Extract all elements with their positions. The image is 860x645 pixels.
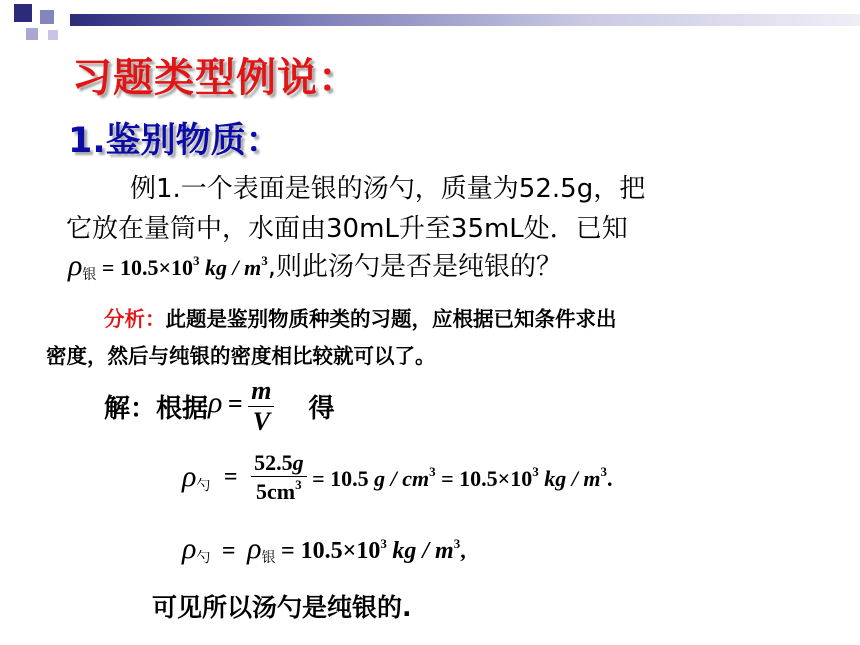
problem-line-1: 例1.一个表面是银的汤勺，质量为52.5g，把 [130, 174, 646, 204]
header-square-dark [14, 4, 32, 22]
header-square-light [26, 28, 38, 40]
calculation-line: ρ勺 = $\frac{52.5g}{5cm^3}$ = 10.5 $g / cm^3 = 10.5\times 10^3$ kg / $m^3$. [182, 450, 613, 504]
solution-intro-line [104, 376, 335, 437]
analysis-text-1: 此题是鉴别物质种类的习题，应根据已知条件求出 [165, 307, 617, 331]
page-title: 习题类型例说： [72, 55, 359, 101]
calculation-fraction: $\frac{52.5g}{5cm^3}$ [251, 450, 307, 505]
density-definition: ρ = $\frac{m}{V}$ [208, 392, 274, 417]
given-density-formula: ρ银 = $10.5\times 10^3$ kg / $m^3$ [68, 249, 268, 283]
comparison-line: ρ勺 = ρ银 = $10.5\times 10^3$ kg / $m^3$, [182, 532, 466, 566]
header-square-pale [48, 30, 58, 40]
header-bar [70, 14, 860, 26]
problem-question: ,则此汤勺是否是纯银的？ [267, 252, 562, 282]
solution-intro: 解：根据 [104, 394, 209, 424]
problem-line-3 [68, 246, 562, 284]
section-subtitle: 1.鉴别物质： [68, 121, 281, 161]
analysis-label: 分析： [104, 307, 166, 331]
conclusion: 可见所以汤勺是纯银的. [152, 593, 412, 622]
analysis-line-1 [104, 302, 617, 332]
analysis-text-2: 密度，然后与纯银的密度相比较就可以了。 [46, 344, 436, 368]
header-square-mid [40, 10, 54, 24]
problem-line-2: 它放在量筒中，水面由30mL升至35mL处．已知 [66, 214, 628, 244]
solution-after: 得 [308, 394, 335, 424]
